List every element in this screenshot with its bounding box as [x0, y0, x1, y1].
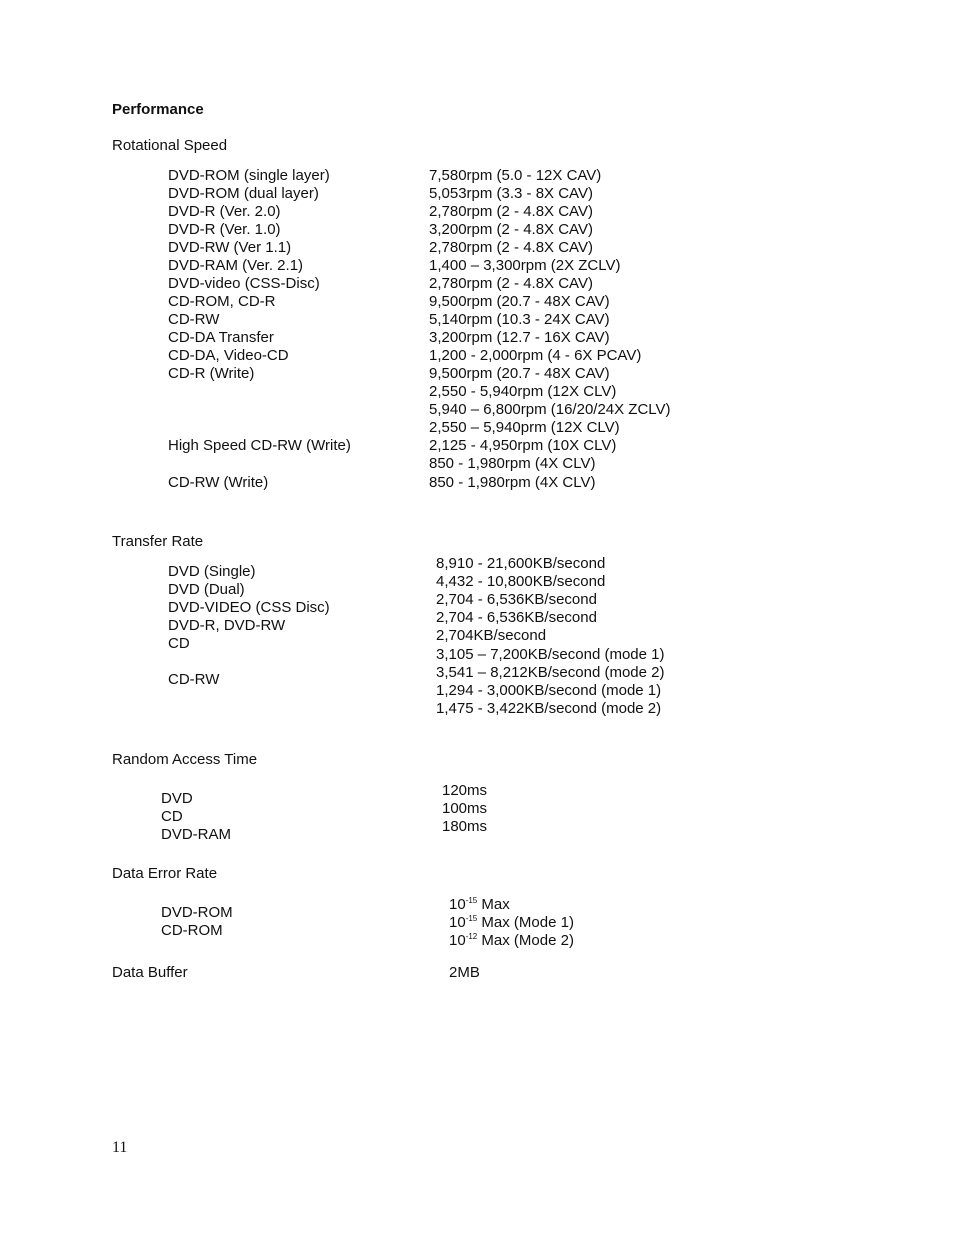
rotational-value: 2,780rpm (2 - 4.8X CAV) [429, 203, 593, 220]
rotational-value: 7,580rpm (5.0 - 12X CAV) [429, 167, 602, 184]
transfer-values [436, 555, 665, 718]
access-value: 180ms [442, 818, 488, 835]
section-heading: Performance [112, 101, 204, 118]
error-value [449, 896, 574, 914]
rotational-label: DVD-R (Ver. 1.0) [168, 221, 281, 238]
rotational-value: 2,550 – 5,940prm (12X CLV) [429, 419, 620, 436]
access-label: DVD [161, 790, 193, 807]
transfer-value: 8,910 - 21,600KB/second [436, 555, 606, 572]
transfer-value: 3,105 – 7,200KB/second (mode 1) [436, 646, 665, 663]
rotational-value: 5,140rpm (10.3 - 24X CAV) [429, 311, 610, 328]
error-value [449, 914, 574, 932]
error-suffix: Max (Mode 2) [477, 932, 574, 949]
error-exponent: -15 [465, 914, 478, 923]
error-values [449, 896, 574, 950]
transfer-value: 3,541 – 8,212KB/second (mode 2) [436, 664, 665, 681]
rotational-value: 2,125 - 4,950rpm (10X CLV) [429, 437, 617, 454]
rotational-label: CD-DA, Video-CD [168, 347, 289, 364]
transfer-label: DVD-R, DVD-RW [168, 617, 286, 634]
rotational-label: DVD-RAM (Ver. 2.1) [168, 257, 304, 274]
error-base: 10 [449, 932, 466, 949]
transfer-value: 1,294 - 3,000KB/second (mode 1) [436, 682, 662, 699]
rotational-label: DVD-R (Ver. 2.0) [168, 203, 281, 220]
error-suffix: Max [477, 896, 510, 913]
error-labels [161, 904, 233, 940]
rotational-label: DVD-video (CSS-Disc) [168, 275, 320, 292]
rotational-value: 850 - 1,980rpm (4X CLV) [429, 455, 596, 472]
data-buffer-value: 2MB [449, 964, 480, 981]
rotational-value: 2,780rpm (2 - 4.8X CAV) [429, 275, 593, 292]
error-suffix: Max (Mode 1) [477, 914, 574, 931]
rotational-label: CD-R (Write) [168, 365, 255, 382]
rotational-label: DVD-ROM (dual layer) [168, 185, 319, 202]
error-rate-title: Data Error Rate [112, 865, 218, 882]
transfer-label: CD [168, 635, 190, 652]
transfer-value: 2,704 - 6,536KB/second [436, 609, 597, 626]
transfer-label: DVD (Single) [168, 563, 256, 580]
access-value: 120ms [442, 782, 488, 799]
transfer-labels [168, 563, 330, 689]
rotational-labels [168, 167, 351, 492]
rotational-value: 1,400 – 3,300rpm (2X ZCLV) [429, 257, 621, 274]
access-value: 100ms [442, 800, 488, 817]
transfer-value: 4,432 - 10,800KB/second [436, 573, 606, 590]
rotational-values [429, 167, 671, 492]
error-label: CD-ROM [161, 922, 223, 939]
transfer-label: DVD (Dual) [168, 581, 245, 598]
data-buffer-title: Data Buffer [112, 964, 188, 981]
error-value [449, 932, 574, 950]
error-exponent: -12 [465, 932, 478, 941]
transfer-label: DVD-VIDEO (CSS Disc) [168, 599, 330, 616]
access-labels [161, 790, 231, 844]
rotational-label: CD-RW (Write) [168, 474, 269, 491]
transfer-value: 2,704 - 6,536KB/second [436, 591, 597, 608]
error-exponent: -15 [465, 896, 478, 905]
access-label: CD [161, 808, 183, 825]
rotational-value: 5,940 – 6,800rpm (16/20/24X ZCLV) [429, 401, 671, 418]
error-label: DVD-ROM [161, 904, 233, 921]
rotational-label: DVD-ROM (single layer) [168, 167, 330, 184]
transfer-value: 1,475 - 3,422KB/second (mode 2) [436, 700, 662, 717]
rotational-value: 3,200rpm (12.7 - 16X CAV) [429, 329, 610, 346]
page-number: 11 [112, 1139, 128, 1156]
rotational-label: CD-RW [168, 311, 220, 328]
transfer-rate-title: Transfer Rate [112, 533, 204, 550]
rotational-speed-title: Rotational Speed [112, 137, 228, 154]
error-base: 10 [449, 914, 466, 931]
rotational-label: High Speed CD-RW (Write) [168, 437, 351, 454]
rotational-value: 1,200 - 2,000rpm (4 - 6X PCAV) [429, 347, 642, 364]
access-label: DVD-RAM [161, 826, 231, 843]
rotational-value: 9,500rpm (20.7 - 48X CAV) [429, 293, 610, 310]
rotational-value: 5,053rpm (3.3 - 8X CAV) [429, 185, 593, 202]
rotational-value: 2,780rpm (2 - 4.8X CAV) [429, 239, 593, 256]
rotational-value: 2,550 - 5,940rpm (12X CLV) [429, 383, 617, 400]
rotational-value: 9,500rpm (20.7 - 48X CAV) [429, 365, 610, 382]
access-time-title: Random Access Time [112, 751, 258, 768]
access-values [442, 782, 487, 836]
rotational-label: CD-DA Transfer [168, 329, 274, 346]
rotational-value: 850 - 1,980rpm (4X CLV) [429, 474, 596, 491]
transfer-value: 2,704KB/second [436, 627, 547, 644]
rotational-label: CD-ROM, CD-R [168, 293, 276, 310]
error-base: 10 [449, 896, 466, 913]
rotational-label: DVD-RW (Ver 1.1) [168, 239, 292, 256]
transfer-label: CD-RW [168, 671, 220, 688]
rotational-value: 3,200rpm (2 - 4.8X CAV) [429, 221, 593, 238]
